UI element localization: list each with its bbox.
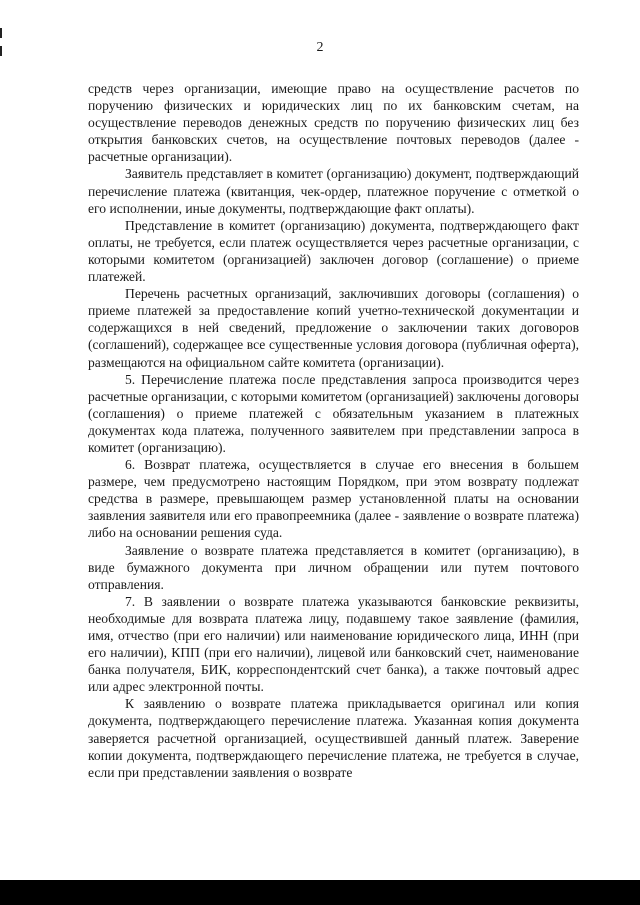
- paragraph-3: Представление в комитет (организацию) документа, подтверждающего факт оплаты, не требуется, если платеж осуществляется через расчетные организации, с которыми комитетом (организацией) заключен договор (соглашение) о приеме платежей.: [88, 217, 579, 285]
- paragraph-9: К заявлению о возврате платежа прикладывается оригинал или копия документа, подтверждающего перечисление платежа. Указанная копия документа заверяется расчетной организацией, осуществившей данный платеж. Заверение копии документа, подтверждающего перечисление платежа, не требуется в случае, если при представлении заявления о возврате: [88, 696, 579, 780]
- paragraph-5: 5. Перечисление платежа после представления запроса производится через расчетные организации, с которыми комитетом (организацией) заключены договоры (соглашения) о приеме платежей с обязательным указанием в платежных документах кода платежа, полученного заявителем при представлении запроса в комитет (организацию).: [88, 371, 579, 455]
- scan-bottom-edge: [0, 880, 640, 905]
- page-number: 2: [316, 40, 324, 55]
- paragraph-1: средств через организации, имеющие право на осуществление расчетов по поручению физических и юридических лиц по их банковским счетам, на осуществление переводов денежных средств по поручению физических лиц без открытия банковских счетов, на осуществление почтовых переводов (далее - расчетные организации).: [88, 81, 579, 165]
- paragraph-4: Перечень расчетных организаций, заключивших договоры (соглашения) о приеме платежей за предоставление копий учетно-технической документации и содержащихся в ней сведений, предложение о заключении таких договоров (соглашений), содержащее все существенные условия договора (публичная оферта), размещаются на официальном сайте комитета (организации).: [88, 286, 579, 370]
- paragraph-2: Заявитель представляет в комитет (организацию) документ, подтверждающий перечисление платежа (квитанция, чек-ордер, платежное поручение с отметкой о его исполнении, иные документы, подтверждающие факт оплаты).: [88, 166, 579, 216]
- paragraph-8: 7. В заявлении о возврате платежа указываются банковские реквизиты, необходимые для возврата платежа лицу, подавшему такое заявление (фамилия, имя, отчество (при его наличии) или наименование юридического лица, ИНН (при его наличии), КПП (при его наличии), лицевой или банковский счет, наименование банка получателя, БИК, корреспондентский счет банка), а также почтовый адрес или адрес электронной почты.: [88, 593, 579, 695]
- document-body: [88, 80, 579, 781]
- scan-margin-mark-top: [0, 28, 2, 38]
- paragraph-6: 6. Возврат платежа, осуществляется в случае его внесения в большем размере, чем предусмотрено настоящим Порядком, при этом возврату подлежат средства в размере, превышающем размер установленной платы на основании заявления заявителя или его правопреемника (далее - заявление о возврате платежа) либо на основании решения суда.: [88, 457, 579, 541]
- paragraph-7: Заявление о возврате платежа представляется в комитет (организацию), в виде бумажного документа при личном обращении или путем почтового отправления.: [88, 542, 579, 592]
